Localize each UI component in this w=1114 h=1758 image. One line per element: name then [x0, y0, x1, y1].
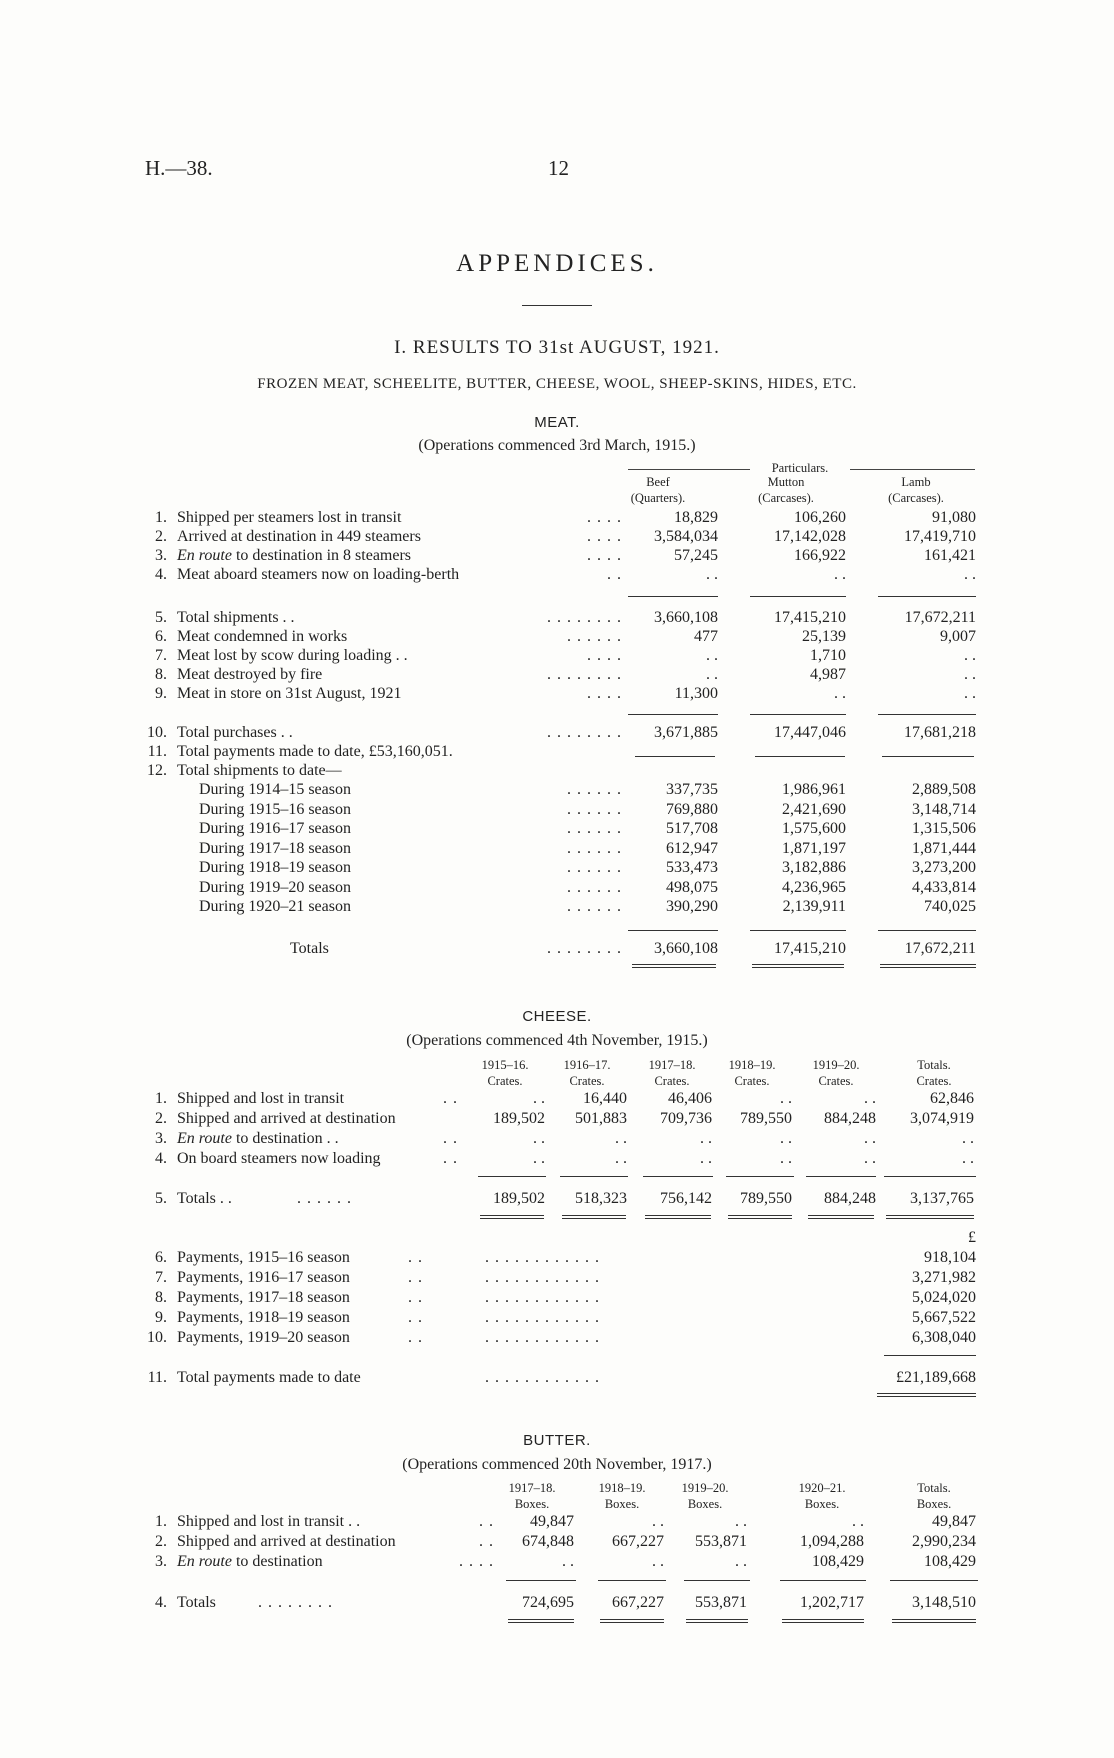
- butter-col-unit: Boxes.: [916, 1497, 952, 1511]
- meat-row-label: Meat in store on 31st August, 1921: [177, 685, 402, 702]
- cheese-payment-number: 7.: [155, 1269, 167, 1286]
- meat-total-cell: 17,415,210: [774, 940, 846, 957]
- cheese-col-unit: Crates.: [569, 1074, 605, 1088]
- cheese-cell: . .: [533, 1150, 545, 1167]
- meat-season-cell: 1,871,197: [782, 839, 846, 857]
- cheese-payment-value: 3,271,982: [912, 1269, 976, 1286]
- cheese-total-payments-label: Total payments made to date: [177, 1369, 361, 1386]
- cheese-payment-value: 5,667,522: [912, 1309, 976, 1326]
- meat-row-label: Total purchases . .: [177, 724, 293, 741]
- meat-cell: . .: [834, 685, 846, 702]
- meat-season-cell: 3,182,886: [782, 859, 846, 876]
- cheese-cell: . .: [962, 1150, 974, 1167]
- meat-season-cell: 1,871,444: [912, 839, 976, 857]
- meat-cell: 17,447,046: [774, 724, 846, 741]
- cheese-double-rule: [480, 1215, 544, 1219]
- cheese-cell: 189,502: [493, 1110, 545, 1127]
- cheese-payment-value: 918,104: [924, 1249, 976, 1266]
- meat-season-label: During 1915–16 season: [199, 800, 351, 818]
- leader-dots: . . . . . .: [567, 800, 622, 818]
- cheese-col-unit: Crates.: [487, 1074, 523, 1088]
- cheese-col-header: Totals.: [917, 1058, 951, 1072]
- butter-cell: . .: [735, 1553, 747, 1570]
- totals-double-rule: [880, 964, 976, 968]
- brace-left: [628, 469, 750, 470]
- cheese-cell: 884,248: [824, 1110, 876, 1127]
- meat-row-label: Meat condemned in works: [177, 628, 348, 645]
- meat-cell: 25,139: [802, 628, 846, 645]
- leader-dots: . .: [408, 1269, 423, 1286]
- meat-cell: . .: [964, 685, 976, 702]
- leader-dots: . . . . . . . . . . . .: [485, 1289, 600, 1306]
- butter-total-cell: 1,202,717: [800, 1594, 864, 1611]
- cheese-total-cell: 3,137,765: [910, 1190, 974, 1207]
- leader-dots: . . . .: [459, 1553, 494, 1570]
- cheese-rule: [560, 1176, 628, 1177]
- payments-double-rule: [877, 1393, 976, 1397]
- leader-dots: . . . . . . . .: [547, 940, 622, 957]
- meat-row-number: 7.: [155, 647, 167, 664]
- butter-cell: 49,847: [530, 1513, 574, 1530]
- cheese-double-rule: [728, 1215, 792, 1219]
- cheese-cell: . .: [533, 1090, 545, 1107]
- cheese-total-cell: 518,323: [575, 1190, 627, 1207]
- meat-col-unit: (Carcases).: [758, 491, 814, 505]
- cheese-rule: [478, 1176, 546, 1177]
- meat-row-label: Arrived at destination in 449 steamers: [177, 528, 421, 545]
- butter-cell: . .: [652, 1553, 664, 1570]
- butter-heading: BUTTER.: [523, 1432, 591, 1449]
- meat-season-cell: 769,880: [666, 800, 718, 818]
- leader-dots: . . . . . . . .: [547, 609, 622, 626]
- cheese-row-label: Shipped and lost in transit: [177, 1090, 345, 1107]
- meat-cell: 18,829: [674, 509, 718, 526]
- leader-dots: . . . . . .: [567, 781, 622, 798]
- leader-dots: . . . . . . . . . . . .: [485, 1249, 600, 1266]
- butter-note: (Operations commenced 20th November, 1917.): [402, 1456, 712, 1473]
- butter-total-cell: 724,695: [522, 1594, 574, 1611]
- section-subtitle: FROZEN MEAT, SCHEELITE, BUTTER, CHEESE, WOOL, SHEEP-SKINS, HIDES, ETC.: [257, 376, 857, 392]
- cheese-cell: 789,550: [740, 1110, 792, 1127]
- meat-cell: 57,245: [674, 547, 718, 564]
- leader-dots: . . . . . .: [567, 820, 622, 837]
- page-number: 12: [548, 156, 569, 180]
- meat-season-cell: 3,148,714: [912, 800, 976, 818]
- meat-season-cell: 1,315,506: [912, 820, 976, 837]
- meat-col-header: Lamb: [901, 475, 931, 489]
- meat-cell: . .: [706, 566, 718, 583]
- meat-col-unit: (Quarters).: [630, 491, 686, 505]
- cheese-double-rule: [886, 1215, 974, 1219]
- cheese-rule: [806, 1176, 876, 1177]
- butter-cell: 49,847: [932, 1513, 976, 1530]
- section-title: I. RESULTS TO 31st AUGUST, 1921.: [394, 337, 720, 358]
- butter-row-number: 2.: [155, 1533, 167, 1550]
- meat-row-number: 12.: [147, 762, 167, 779]
- butter-row-number: 3.: [155, 1553, 167, 1570]
- totals-double-rule: [752, 964, 844, 968]
- cheese-cell: . .: [700, 1130, 712, 1147]
- butter-cell: 1,094,288: [800, 1533, 864, 1550]
- leader-dots: . . . . . . . . . . . .: [485, 1269, 600, 1286]
- meat-cell: 3,660,108: [654, 609, 718, 626]
- cheese-note: (Operations commenced 4th November, 1915.): [406, 1032, 708, 1049]
- butter-total-cell: 3,148,510: [912, 1594, 976, 1611]
- cheese-cell: 62,846: [930, 1090, 974, 1107]
- meat-total-cell: 17,672,211: [904, 940, 976, 957]
- cheese-row-label: En route to destination . .: [177, 1130, 339, 1147]
- brace-right: [850, 469, 975, 470]
- cheese-rule: [726, 1176, 794, 1177]
- leader-dots: . .: [408, 1289, 423, 1306]
- cheese-total-cell: 756,142: [660, 1190, 712, 1207]
- cheese-cell: . .: [780, 1090, 792, 1107]
- cheese-total-cell: 789,550: [740, 1190, 792, 1207]
- meat-season-cell: 4,433,814: [912, 878, 976, 896]
- meat-col-header: Mutton: [767, 475, 805, 489]
- cheese-cell: . .: [962, 1130, 974, 1147]
- meat-note: (Operations commenced 3rd March, 1915.): [418, 437, 696, 454]
- butter-row-label: Shipped and lost in transit . .: [177, 1513, 361, 1530]
- leader-dots: . .: [408, 1249, 423, 1266]
- leader-dots: . . . . . . . . . . . .: [485, 1369, 600, 1386]
- butter-col-header: 1920–21.: [798, 1481, 846, 1495]
- cheese-total-payments-value: £21,189,668: [896, 1369, 976, 1386]
- leader-dots: . . . . . .: [567, 878, 622, 896]
- payments-rule: [884, 1355, 976, 1356]
- particulars-header: Particulars.: [771, 461, 829, 475]
- meat-season-label: During 1919–20 season: [199, 878, 351, 896]
- cheese-cell: . .: [700, 1150, 712, 1167]
- meat-row-number: 8.: [155, 666, 167, 683]
- totals-double-rule: [632, 964, 716, 968]
- meat-cell: 166,922: [794, 547, 846, 564]
- meat-cell: . .: [964, 666, 976, 683]
- meat-season-cell: 498,075: [666, 878, 718, 896]
- leader-dots: . . . .: [587, 509, 622, 526]
- leader-dots: . . . .: [587, 528, 622, 545]
- meat-cell: 161,421: [924, 547, 976, 564]
- cheese-payment-value: 6,308,040: [912, 1329, 976, 1346]
- meat-totals-label: Totals: [290, 940, 329, 957]
- meat-cell: 1,710: [810, 647, 846, 664]
- meat-cell: . .: [834, 566, 846, 583]
- butter-col-unit: Boxes.: [604, 1497, 640, 1511]
- meat-season-label: During 1918–19 season: [199, 859, 351, 876]
- meat-cell: 17,419,710: [904, 528, 976, 545]
- leader-dots: . . . . . .: [567, 628, 622, 645]
- cheese-rule: [643, 1176, 713, 1177]
- leader-dots: . . . . . .: [297, 1190, 352, 1207]
- cheese-row-number: 3.: [155, 1130, 167, 1147]
- butter-cell: . .: [735, 1513, 747, 1530]
- meat-row-number: 2.: [155, 528, 167, 545]
- meat-season-cell: 740,025: [924, 898, 976, 915]
- meat-cell: . .: [706, 666, 718, 683]
- cheese-payment-number: 11.: [147, 1369, 167, 1386]
- cheese-payment-number: 10.: [147, 1329, 167, 1346]
- meat-heading: MEAT.: [534, 414, 580, 431]
- totals-rule: [628, 930, 718, 931]
- butter-col-header: 1917–18.: [508, 1481, 556, 1495]
- butter-col-unit: Boxes.: [687, 1497, 723, 1511]
- meat-season-label: During 1916–17 season: [199, 820, 351, 837]
- meat-row-label: Shipped per steamers lost in transit: [177, 509, 402, 526]
- cheese-cell: 3,074,919: [910, 1110, 974, 1127]
- meat-season-cell: 390,290: [666, 898, 718, 915]
- totals-rule: [878, 930, 976, 931]
- butter-double-rule: [600, 1619, 664, 1623]
- leader-dots: . . . . . . . .: [258, 1594, 333, 1611]
- leader-dots: . .: [408, 1309, 423, 1326]
- cheese-cell: . .: [864, 1130, 876, 1147]
- cheese-total-cell: 189,502: [493, 1190, 545, 1207]
- butter-double-rule: [782, 1619, 864, 1623]
- butter-cell: . .: [652, 1513, 664, 1530]
- subtotal-rule: [878, 596, 976, 597]
- cheese-totals-label: Totals . .: [177, 1190, 232, 1207]
- currency-symbol: £: [968, 1229, 976, 1246]
- meat-season-cell: 2,889,508: [912, 781, 976, 798]
- meat-season-cell: 533,473: [666, 859, 718, 876]
- subtotal-rule: [750, 714, 846, 715]
- cheese-payment-number: 9.: [155, 1309, 167, 1326]
- meat-season-cell: 517,708: [666, 820, 718, 837]
- butter-col-header: 1919–20.: [681, 1481, 729, 1495]
- meat-season-cell: 612,947: [666, 839, 718, 857]
- cheese-col-unit: Crates.: [818, 1074, 854, 1088]
- butter-double-rule: [508, 1619, 574, 1623]
- cheese-cell: 16,440: [583, 1090, 627, 1107]
- cheese-cell: . .: [615, 1150, 627, 1167]
- cheese-payment-label: Payments, 1916–17 season: [177, 1269, 350, 1286]
- cheese-col-unit: Crates.: [734, 1074, 770, 1088]
- meat-season-cell: 1,986,961: [782, 781, 846, 798]
- cheese-payment-label: Payments, 1917–18 season: [177, 1289, 350, 1306]
- butter-totals-label: Totals: [177, 1594, 216, 1611]
- cheese-row-number: 5.: [155, 1190, 167, 1207]
- meat-row-label: Total payments made to date, £53,160,051.: [177, 743, 453, 760]
- subtotal-rule: [628, 714, 718, 715]
- cheese-payment-label: Payments, 1915–16 season: [177, 1249, 350, 1266]
- meat-cell: 17,672,211: [904, 609, 976, 626]
- butter-col-unit: Boxes.: [804, 1497, 840, 1511]
- cheese-cell: . .: [533, 1130, 545, 1147]
- meat-cell: 477: [694, 628, 718, 645]
- leader-dots: . .: [443, 1130, 458, 1147]
- meat-season-label: During 1914–15 season: [199, 781, 351, 798]
- butter-rule: [890, 1580, 978, 1581]
- leader-dots: . . . . . . . . . . . .: [485, 1329, 600, 1346]
- butter-total-cell: 667,227: [612, 1594, 664, 1611]
- meat-row-number: 3.: [155, 547, 167, 564]
- butter-cell: . .: [852, 1513, 864, 1530]
- meat-row-label: Meat lost by scow during loading . .: [177, 647, 408, 664]
- subtotal-rule: [750, 596, 846, 597]
- meat-cell: 17,681,218: [904, 724, 976, 741]
- meat-cell: . .: [964, 647, 976, 664]
- leader-dots: . . . . . . . .: [547, 666, 622, 683]
- butter-cell: . .: [562, 1553, 574, 1570]
- cheese-col-header: 1915–16.: [481, 1058, 529, 1072]
- meat-row-number: 10.: [147, 724, 167, 741]
- meat-season-label: During 1920–21 season: [199, 898, 351, 915]
- cheese-col-unit: Crates.: [916, 1074, 952, 1088]
- subtotal-rule: [878, 714, 976, 715]
- butter-rule: [598, 1580, 666, 1581]
- subtotal-rule: [882, 756, 974, 757]
- cheese-cell: . .: [615, 1130, 627, 1147]
- totals-rule: [750, 930, 846, 931]
- meat-row-label: Meat destroyed by fire: [177, 666, 323, 683]
- meat-row-number: 4.: [155, 566, 167, 583]
- butter-cell: 674,848: [522, 1533, 574, 1550]
- leader-dots: . . . . . .: [567, 859, 622, 876]
- butter-double-rule: [686, 1619, 748, 1623]
- meat-row-label: Meat aboard steamers now on loading-berth: [177, 566, 460, 583]
- cheese-col-header: 1916–17.: [563, 1058, 611, 1072]
- cheese-double-rule: [645, 1215, 711, 1219]
- cheese-heading: CHEESE.: [522, 1008, 592, 1025]
- leader-dots: . .: [607, 566, 622, 583]
- cheese-row-label: Shipped and arrived at destination: [177, 1110, 396, 1127]
- butter-cell: 553,871: [695, 1533, 747, 1550]
- meat-season-label: During 1917–18 season: [199, 839, 351, 857]
- meat-season-cell: 337,735: [666, 781, 718, 798]
- meat-cell: 17,415,210: [774, 609, 846, 626]
- meat-cell: 91,080: [932, 509, 976, 526]
- leader-dots: . . . . . .: [567, 839, 622, 857]
- meat-row-number: 9.: [155, 685, 167, 702]
- butter-total-cell: 553,871: [695, 1594, 747, 1611]
- meat-row-number: 6.: [155, 628, 167, 645]
- meat-season-cell: 2,139,911: [782, 898, 846, 915]
- meat-row-number: 11.: [147, 743, 167, 760]
- cheese-row-number: 4.: [155, 1150, 167, 1167]
- butter-cell: 667,227: [612, 1533, 664, 1550]
- meat-col-unit: (Carcases).: [888, 491, 944, 505]
- leader-dots: . . . . . . . . . . . .: [485, 1309, 600, 1326]
- butter-col-header: 1918–19.: [598, 1481, 646, 1495]
- meat-season-cell: 4,236,965: [782, 878, 846, 896]
- meat-season-cell: 1,575,600: [782, 820, 846, 837]
- cheese-col-header: 1917–18.: [648, 1058, 696, 1072]
- cheese-payment-number: 8.: [155, 1289, 167, 1306]
- meat-row-label: Total shipments to date—: [177, 762, 342, 779]
- butter-cell: 108,429: [812, 1553, 864, 1570]
- cheese-payment-value: 5,024,020: [912, 1289, 976, 1306]
- subtotal-rule: [755, 756, 845, 757]
- butter-row-number: 1.: [155, 1513, 167, 1530]
- cheese-cell: . .: [780, 1150, 792, 1167]
- cheese-double-rule: [808, 1215, 874, 1219]
- leader-dots: . . . . . . . .: [547, 724, 622, 741]
- cheese-rule: [884, 1176, 976, 1177]
- meat-cell: 11,300: [674, 685, 718, 702]
- meat-cell: 17,142,028: [774, 528, 846, 545]
- meat-cell: 106,260: [794, 509, 846, 526]
- leader-dots: . .: [479, 1513, 494, 1530]
- cheese-payment-number: 6.: [155, 1249, 167, 1266]
- leader-dots: . . . . . .: [567, 898, 622, 915]
- meat-total-cell: 3,660,108: [654, 940, 718, 957]
- cheese-total-cell: 884,248: [824, 1190, 876, 1207]
- leader-dots: . .: [408, 1329, 423, 1346]
- leader-dots: . .: [443, 1090, 458, 1107]
- cheese-cell: 46,406: [668, 1090, 712, 1107]
- meat-row-number: 5.: [155, 609, 167, 626]
- butter-row-number: 4.: [155, 1594, 167, 1611]
- subtotal-rule: [628, 596, 718, 597]
- cheese-payment-label: Payments, 1919–20 season: [177, 1329, 350, 1346]
- meat-row-number: 1.: [155, 509, 167, 526]
- cheese-cell: . .: [864, 1090, 876, 1107]
- cheese-row-label: On board steamers now loading: [177, 1150, 381, 1167]
- butter-rule: [780, 1580, 866, 1581]
- cheese-payment-label: Payments, 1918–19 season: [177, 1309, 350, 1326]
- meat-cell: 4,987: [810, 666, 846, 683]
- butter-rule: [506, 1580, 576, 1581]
- subtotal-rule: [635, 756, 715, 757]
- page-title: APPENDICES.: [456, 250, 658, 277]
- cheese-cell: . .: [864, 1150, 876, 1167]
- butter-cell: 2,990,234: [912, 1533, 976, 1550]
- meat-season-cell: 3,273,200: [912, 859, 976, 876]
- meat-cell: 3,584,034: [654, 528, 718, 545]
- meat-row-label: Total shipments . .: [177, 609, 295, 626]
- butter-col-header: Totals.: [917, 1481, 951, 1495]
- cheese-cell: . .: [780, 1130, 792, 1147]
- leader-dots: . . . .: [587, 647, 622, 664]
- cheese-double-rule: [562, 1215, 626, 1219]
- meat-row-label: En route to destination in 8 steamers: [177, 547, 412, 564]
- meat-season-cell: 2,421,690: [782, 800, 846, 818]
- butter-col-unit: Boxes.: [514, 1497, 550, 1511]
- meat-cell: 3,671,885: [654, 724, 718, 741]
- cheese-cell: 501,883: [575, 1110, 627, 1127]
- meat-cell: . .: [706, 647, 718, 664]
- page-reference: H.—38.: [145, 156, 213, 180]
- cheese-col-header: 1918–19.: [728, 1058, 776, 1072]
- cheese-col-unit: Crates.: [654, 1074, 690, 1088]
- butter-rule: [684, 1580, 750, 1581]
- cheese-row-number: 2.: [155, 1110, 167, 1127]
- butter-double-rule: [892, 1619, 976, 1623]
- leader-dots: . .: [479, 1533, 494, 1550]
- meat-cell: 9,007: [940, 628, 976, 645]
- leader-dots: . .: [443, 1150, 458, 1167]
- butter-cell: 108,429: [924, 1553, 976, 1570]
- meat-col-header: Beef: [646, 475, 670, 489]
- meat-cell: . .: [964, 566, 976, 583]
- cheese-row-number: 1.: [155, 1090, 167, 1107]
- title-divider: [522, 305, 592, 306]
- butter-row-label: En route to destination: [177, 1553, 323, 1570]
- cheese-col-header: 1919–20.: [812, 1058, 860, 1072]
- butter-row-label: Shipped and arrived at destination: [177, 1533, 396, 1550]
- cheese-cell: 709,736: [660, 1110, 712, 1127]
- leader-dots: . . . .: [587, 547, 622, 564]
- leader-dots: . . . .: [587, 685, 622, 702]
